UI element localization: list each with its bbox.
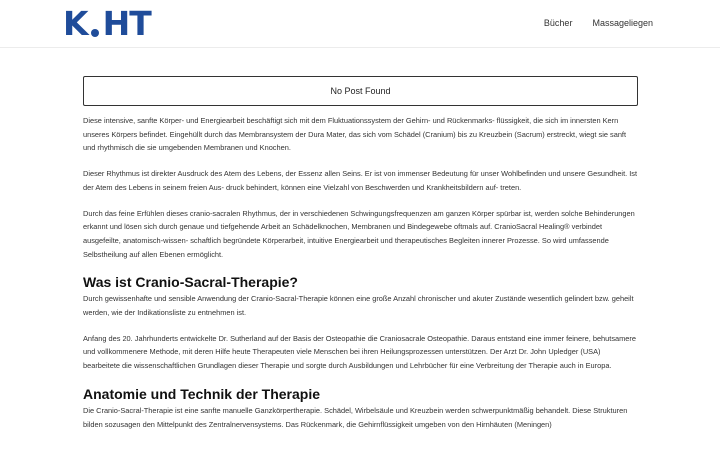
section-heading: Anatomie und Technik der Therapie [83,385,321,402]
logo-text-right: HT [102,4,151,43]
paragraph: Durch gewissenhafte und sensible Anwendung der Cranio-Sacral-Therapie können eine große Anzahl chronischer und akuter Zustände wesentlich gelindert bzw. geheilt werden, wie der Indikationsliste zu entnehmen ist. [83,294,634,318]
paragraph: Durch das feine Erfühlen dieses cranio-sacralen Rhythmus, der in verschiedenen Schwingungsfrequenzen am ganzen Körper spürbar ist, werden solche Behinderungen erkannt und lösen sich durch genaue und tiefgehende Arbeit an Schädelknochen, Membranen und Bindegewebe oftmals auf. CranioSacral Healing® verbindet ausgefeilte, anatomisch-wissen- schaftlich begründete Körperarbeit, intuitive Energiearbeit und therapeutisches Begleiten innerer Prozesse. So wird umfassende Selbstheilung auf allen Ebenen ermöglicht. [83,208,635,259]
section-heading: Was ist Cranio-Sacral-Therapie? [83,274,298,291]
nav-item-buecher[interactable]: Bücher [543,18,573,28]
article-content [83,114,639,443]
nav-item-massageliegen[interactable]: Massageliegen [592,18,653,28]
site-header [0,0,720,48]
paragraph: Anfang des 20. Jahrhunderts entwickelte Dr. Sutherland auf der Basis der Osteopathie die Craniosacrale Osteopathie. Daraus entstand eine immer feinere, behutsamere und vollkommenere Methode, mit deren Hilfe heute Therapeuten viele Menschen bei ihren Heilungsprozessen unterstützen. Der Arzt Dr. John Upledger (USA) bearbeitete die wissenschaftlichen Grundlagen dieser Therapie und sorgte durch Ausbildungen und Lehrbücher für eine Verbreitung der Therapie auch in Europa. [83,333,636,371]
main-nav [544,17,653,29]
paragraph: Dieser Rhythmus ist direkter Ausdruck des Atem des Lebens, der Essenz allen Seins. Er ist von immenser Bedeutung für unser Wohlbefinden und unsere Gesundheit. Ist der Atem des Lebens in seinem freien Aus- druck behindert, können eine Vielzahl von Beschwerden und Krankheitsbildern auf- treten. [83,169,638,192]
paragraph: Diese intensive, sanfte Körper- und Energiearbeit beschäftigt sich mit dem Fluktuationssystem der Gehirn- und Rückenmarks- flüssigkeit, die sich im innersten Kern unseres Körpers befindet. Eingehüllt durch das Membransystem der Dura Mater, das sich vom Schädel (Cranium) bis zu Kreuzbein (Sacrum) erstreckt, wiegt sie sanft und rhythmisch die sie umgebenden Membranen und Knochen. [83,116,627,153]
site-logo[interactable] [63,4,151,43]
logo-dot [91,29,99,37]
no-post-notice: No Post Found [83,76,638,106]
logo-text-left: K [63,4,88,43]
paragraph: Die Cranio-Sacral-Therapie ist eine sanfte manuelle Ganzkörpertherapie. Schädel, Wirbelsäule und Kreuzbein werden schwerpunktmäßig behandelt. Diese Strukturen bilden sozusagen den Mittelpunkt des Zentralnervensystems. Das Rückenmark, die Gehirnflüssigkeit umgeben von den Hirnhäuten (Meningen) [83,405,628,429]
